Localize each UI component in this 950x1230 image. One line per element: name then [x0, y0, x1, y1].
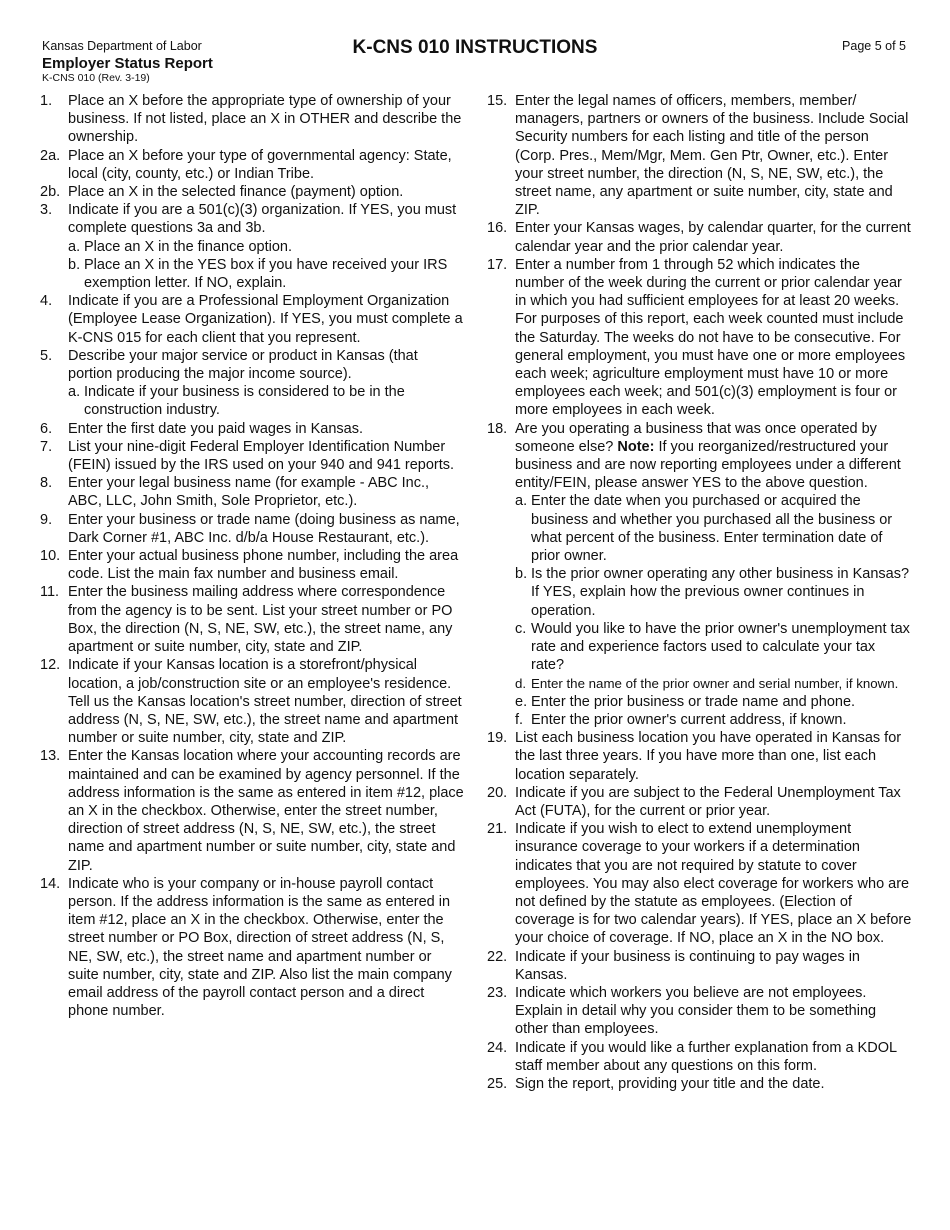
instruction-23 — [487, 984, 912, 1039]
sub-letter: a. — [68, 384, 81, 401]
item-text: List your nine-digit Federal Employer Identification Number (FEIN) issued by the IRS used on your 940 and 941 reports. — [68, 438, 455, 474]
page-title: K-CNS 010 INSTRUCTIONS — [352, 37, 598, 58]
sub-letter: c. — [515, 620, 527, 637]
item-number: 10. — [40, 548, 61, 565]
item-text: Enter the legal names of officers, members, member/ managers, partners or owners of the business. Include Social Security numbers for each listing and title of the person (Corp. Pres., Mem/Mgr, Mem. Gen Ptr, Owner, etc.). Enter your street number, the direction (N, S, NE, SW, etc.), the street name, any apartment or suite number, city, state and ZIP. — [515, 93, 909, 219]
instruction-18d — [515, 675, 912, 693]
instruction-2b — [40, 183, 465, 201]
instruction-14 — [40, 875, 465, 1021]
item-text: Place an X in the selected finance (payment) option. — [68, 184, 404, 201]
instruction-3a — [68, 238, 465, 256]
agency-name: Kansas Department of Labor — [42, 39, 202, 53]
item-text: Indicate if you are subject to the Federal Unemployment Tax Act (FUTA), for the current or prior year. — [515, 784, 901, 819]
item-text: Indicate if your Kansas location is a storefront/physical location, a job/construction site or an employee's residence. Tell us the Kansas location's street number, direction of street address (N, S, NE, SW, etc.), the street name and apartment number or suite number, city, state and ZIP. — [68, 657, 462, 747]
sub-text: Enter the prior owner's current address, if known. — [531, 711, 847, 728]
instruction-7 — [40, 438, 465, 474]
item-text: Enter your actual business phone number, including the area code. List the main fax number and business email. — [68, 548, 459, 583]
instruction-20 — [487, 784, 912, 820]
item-number: 11. — [40, 584, 60, 601]
instruction-13 — [40, 747, 465, 874]
item-number: 14. — [40, 875, 61, 892]
note-label: Note: — [617, 438, 655, 455]
instruction-1 — [40, 92, 465, 147]
form-revision: K-CNS 010 (Rev. 3-19) — [42, 72, 150, 84]
instruction-24 — [487, 1039, 912, 1075]
instruction-2a — [40, 147, 465, 183]
sub-text: Enter the date when you purchased or acquired the business and whether you purchased all the business or what percent of the business. Enter termination date of prior owner. — [531, 493, 893, 565]
item-text: Indicate if you wish to elect to extend unemployment insurance coverage to your workers if a determination indicates that you are not required by statute to cover employees. You may also elect coverage for workers who are not defined by the statute as employees. (Election of coverage is for two calendar years). If YES, place an X before your choice of coverage. If NO, place an X in the NO box. — [515, 821, 912, 947]
item-text: Enter the business mailing address where correspondence from the agency is to be sent. List your street number or PO Box, the direction (N, S, NE, SW, etc.), the street name, any apartment or suite number, city, state and ZIP. — [68, 584, 453, 656]
item-text: Indicate who is your company or in-house payroll contact person. If the address information is the same as entered in item #12, place an X in the checkbox. Otherwise, enter the street number or PO Box, direction of street address (N, S, NE, SW, etc.), the street name and apartment number or suite number, city, state and ZIP. Also list the main company email address of the payroll contact person and a direct phone number. — [68, 875, 452, 1020]
sub-letter: e. — [515, 693, 528, 710]
item-number: 16. — [487, 220, 508, 237]
item-number: 21. — [487, 821, 508, 838]
instruction-11 — [40, 583, 465, 656]
sub-text: Enter the prior business or trade name and phone. — [531, 693, 856, 710]
sub-text: Is the prior owner operating any other business in Kansas? If YES, explain how the previous owner continues in operation. — [531, 566, 910, 619]
item-number: 13. — [40, 748, 61, 765]
item-number: 7. — [40, 438, 53, 455]
item-number: 1. — [40, 93, 53, 109]
item-text: Indicate if you are a Professional Employment Organization (Employee Lease Organization). If YES, you must complete a K-CNS 015 for each client that you represent. — [68, 293, 463, 346]
item-number: 8. — [40, 475, 53, 492]
instruction-10 — [40, 547, 465, 583]
instruction-9 — [40, 511, 465, 547]
instruction-21 — [487, 820, 912, 947]
instruction-6 — [40, 420, 465, 438]
item-text: Indicate which workers you believe are not employees. Explain in detail why you consider them to be something other than employees. — [515, 984, 877, 1038]
item-text: Enter your Kansas wages, by calendar quarter, for the current calendar year and the prior calendar year. — [515, 220, 911, 255]
sub-letter: b. — [68, 256, 81, 273]
item-number: 18. — [487, 420, 508, 437]
instruction-22 — [487, 948, 912, 984]
item-text: List each business location you have operated in Kansas for the last three years. If you have more than one, list each location separately. — [515, 730, 902, 783]
item-number: 2b. — [40, 184, 61, 201]
sub-text: Place an X in the finance option. — [84, 238, 292, 255]
item-text: Enter your legal business name (for example - ABC Inc., ABC, LLC, John Smith, Sole Proprietor, etc.). — [68, 475, 430, 510]
item-text-part: If you reorganized/restructured your business and are now reporting employees under a different entity/FEIN, please answer YES to the above question. — [515, 438, 901, 492]
sub-text: Place an X in the YES box if you have received your IRS exemption letter. If NO, explain. — [84, 256, 448, 292]
instruction-3 — [40, 201, 465, 292]
sub-text: Would you like to have the prior owner's unemployment tax rate and experience factors used to calculate your tax rate? — [531, 620, 910, 674]
item-number: 20. — [487, 784, 508, 801]
item-text: Indicate if your business is continuing to pay wages in Kansas. — [515, 948, 860, 983]
instruction-16 — [487, 219, 912, 255]
instruction-18e — [515, 693, 912, 711]
item-text: Enter a number from 1 through 52 which indicates the number of the week during the current or prior calendar year in which you had sufficient employees for at least 20 weeks. For purposes of this report, each week counted must include the Saturday. The weeks do not have to be consecutive. For general employment, you must have one or more employees each week; agriculture employment must have 10 or more employees each week; and 501(c)(3) employment is four or more employees in each week. — [515, 256, 906, 419]
instruction-18 — [487, 420, 912, 729]
instruction-18c — [515, 620, 912, 675]
item-number: 15. — [487, 93, 508, 109]
item-text: Sign the report, providing your title and the date. — [515, 1075, 825, 1092]
item-text: Indicate if you are a 501(c)(3) organization. If YES, you must complete questions 3a and 3b. — [68, 202, 457, 237]
instruction-18a — [515, 492, 912, 565]
sub-letter: a. — [68, 238, 81, 255]
item-text-part: Are you operating a business that was once operated by someone else? — [515, 420, 877, 455]
item-number: 4. — [40, 293, 53, 310]
item-text: Indicate if you would like a further explanation from a KDOL staff member about any questions on this form. — [515, 1039, 897, 1074]
instruction-3b — [68, 256, 465, 292]
instruction-18f — [515, 711, 912, 729]
sub-letter: f. — [515, 711, 524, 728]
instruction-5a — [68, 383, 465, 419]
item-number: 6. — [40, 420, 53, 437]
item-number: 5. — [40, 347, 53, 364]
item-number: 25. — [487, 1075, 508, 1092]
item-text: Enter the first date you paid wages in Kansas. — [68, 420, 364, 437]
item-number: 9. — [40, 511, 53, 528]
item-text: Describe your major service or product in Kansas (that portion producing the major income source). — [68, 347, 418, 383]
instruction-18b — [515, 565, 912, 620]
instruction-25 — [487, 1075, 912, 1093]
sub-text: Enter the name of the prior owner and serial number, if known. — [531, 675, 899, 691]
item-text: Enter your business or trade name (doing business as name, Dark Corner #1, ABC Inc. d/b/a House Restaurant, etc.). — [68, 511, 460, 546]
item-number: 12. — [40, 657, 61, 674]
item-number: 22. — [487, 948, 508, 965]
sub-text: Indicate if your business is considered to be in the construction industry. — [84, 384, 405, 419]
instruction-15 — [487, 92, 912, 219]
left-column — [40, 92, 465, 1020]
report-title: Employer Status Report — [42, 55, 213, 72]
sub-letter: b. — [515, 566, 528, 583]
item-number: 19. — [487, 730, 508, 747]
instruction-19 — [487, 729, 912, 784]
item-text: Enter the Kansas location where your accounting records are maintained and can be examined by agency personnel. If the address information is the same as entered in item #12, place an X in the checkbox. Otherwise, enter the street number, direction of street address (N, S, NE, SW, etc.), the street name and apartment number or suite number, city, state and ZIP. — [68, 748, 464, 874]
item-number: 17. — [487, 256, 508, 273]
instruction-17 — [487, 256, 912, 420]
right-column — [487, 92, 912, 1093]
item-number: 23. — [487, 984, 508, 1001]
instruction-5 — [40, 347, 465, 420]
item-number: 3. — [40, 202, 53, 219]
sub-letter: d. — [515, 675, 527, 691]
instruction-8 — [40, 474, 465, 510]
item-number: 24. — [487, 1039, 508, 1056]
sub-letter: a. — [515, 493, 528, 510]
instruction-12 — [40, 656, 465, 747]
item-text — [515, 420, 912, 493]
item-number: 2a. — [40, 147, 61, 164]
item-text: Place an X before the appropriate type of ownership of your business. If not listed, place an X in OTHER and describe the ownership. — [68, 93, 462, 146]
page-number: Page 5 of 5 — [842, 39, 906, 53]
item-text: Place an X before your type of governmental agency: State, local (city, county, etc.) or Indian Tribe. — [68, 147, 452, 182]
instruction-4 — [40, 292, 465, 347]
